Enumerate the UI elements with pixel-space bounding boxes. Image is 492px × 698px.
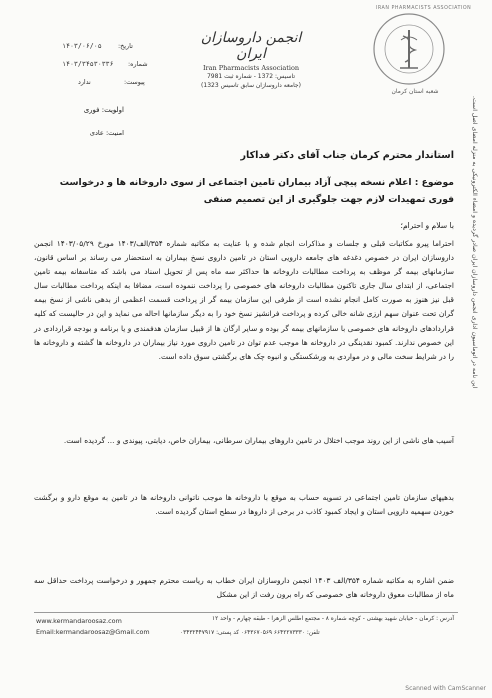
priority-label: اولویت: فوری xyxy=(83,106,124,114)
footer-phones: تلفن: ۶۶۴۲۲۷۳۳۳۰ ۰۶۴۳۶۷۰۵۶۹ کد پستی: ۰۳۴۳۲۴۴۷۹۱۷ xyxy=(180,630,320,636)
date-label: تاریخ: xyxy=(118,42,133,50)
association-header xyxy=(186,30,316,90)
footer-website: www.kermandaroosaz.com xyxy=(36,617,122,625)
establishment-line: تاسیس: 1372 - شماره ثبت 7981 xyxy=(206,73,295,80)
electronic-signature-note: این نامه در اتوماسیون اداری انجمن داروسازان ایران صادر گردیده و امضاء الکترونیکی به منزله امضای اصل است. xyxy=(471,96,478,389)
addressee-line: استاندار محترم کرمان جناب آقای دکتر فداکار xyxy=(240,150,454,161)
association-name-fa: انجمن داروسازان ایران xyxy=(200,30,302,62)
greeting-line: با سلام و احترام؛ xyxy=(400,221,454,230)
body-paragraph-2: آسیب های ناشی از این روند موجب اختلال در تامین داروهای بیماران سرطانی، بیماران خاص، دیابتی، پیوندی و ... گردیده است. xyxy=(63,436,454,445)
attachment-value: ندارد xyxy=(78,78,91,86)
security-label: امنیت: عادی xyxy=(89,129,124,137)
number-label: شماره: xyxy=(128,60,148,68)
footer-address: آدرس : کرمان - خیابان شهید بهشتی - کوچه شماره ۸ - مجتمع اطلس الزهرا - طبقه چهارم - واحد ۱۲ xyxy=(212,616,454,622)
seal-text-en: IRAN PHARMACISTS ASSOCIATION xyxy=(376,6,472,11)
seal-text-fa: شعبه استان کرمان xyxy=(391,88,439,95)
body-paragraph-4: ضمن اشاره به مکاتبه شماره ۳۵۴/الف ۱۴۰۳ انجمن داروسازان ایران خطاب به ریاست محترم جمهور و درخواست پرداخت حداقل سه ماه از مطالبات معوق داروخانه های خصوصی که راه برون رفت از این مشکل xyxy=(34,576,455,600)
subject-line: موضوع : اعلام نسخه پیچی آزاد بیماران تامین اجتماعی از سوی داروخانه ها و درخواست فوری تمهیدات لازم جهت جلوگیری از این تصمیم صنفی xyxy=(59,177,454,205)
number-value: ۱۴۰۳/۳۴۵۳۰۳۳۶ xyxy=(62,60,114,68)
association-seal-icon xyxy=(370,10,448,88)
attachment-label: پیوست: xyxy=(124,78,145,86)
former-org-line: (جامعه داروسازان سابق تاسیس 1323) xyxy=(201,82,301,89)
date-value: ۱۴۰۳/۰۶/۰۵ xyxy=(62,42,102,50)
scanner-watermark: Scanned with CamScanner xyxy=(405,685,486,692)
body-paragraph-1: احتراما پیرو مکاتبات قبلی و جلسات و مذاکرات انجام شده و با عنایت به مکاتبه شماره ۳۵۴/الف/۱۴۰۳ مورخ ۱۴۰۳/۰۵/۲۹ انجمن داروسازان ایران در خصوص دغدغه های جامعه دارویی استان در تامین داروی نسخ بیماران به استحضار می رساند بر اساس قانون، سازمانهای بیمه گر موظف به پرداخت مطالبات داروخانه ها حداکثر سه ماه پس از تحویل اسناد می باشد که متاسفانه بیمه تامین اجتماعی، از ابتدای سال جاری تاکنون مطالبات داروخانه های خصوصی را پرداخت ننموده است، مضافا به اینکه پرداخت مطالبات سال قبل نیز هنوز به صورت کامل انجام نشده است از طرفی این سازمان بیمه گر از پرداخت قسمت اعظمی از بدهی ناشی از نسخ بیمه گران تحت عنوان سهم ارزی شانه خالی کرده و پرداخت فرانشیز نسخ خود را به دیگر سازمانها احاله می نماید و این در حالیست که کلیه قراردادهای داروخانه های خصوصی با سازمانهای بیمه گر بوده و سایر ارگان ها از قبیل سازمان هدفمندی و یا برنامه و بودجه قراردادی در این خصوص ندارند. کمبود نقدینگی در داروخانه ها موجب عدم توان در تامین داروی مورد نیاز بیماران در داروخانه ها گشته و داروخانه ها را در شرایط سخت مالی و در مواردی به ورشکستگی و انبوه چک های برگشتی سوق داده است. xyxy=(34,239,455,361)
body-paragraph-3: بدهیهای سازمان تامین اجتماعی در تسویه حساب به موقع با داروخانه ها موجب ناتوانی داروخانه ها در تامین به موقع دارو و برگشت خوردن سهمیه دارویی استان و ایجاد کمبود کاذب در برخی از داروها در سطح استان گردیده است. xyxy=(34,493,454,517)
footer-email: Email:kermandaroosaz@Gmail.com xyxy=(36,628,150,636)
association-name-en: Iran Pharmacists Association xyxy=(202,64,300,72)
footer-divider xyxy=(34,612,458,613)
